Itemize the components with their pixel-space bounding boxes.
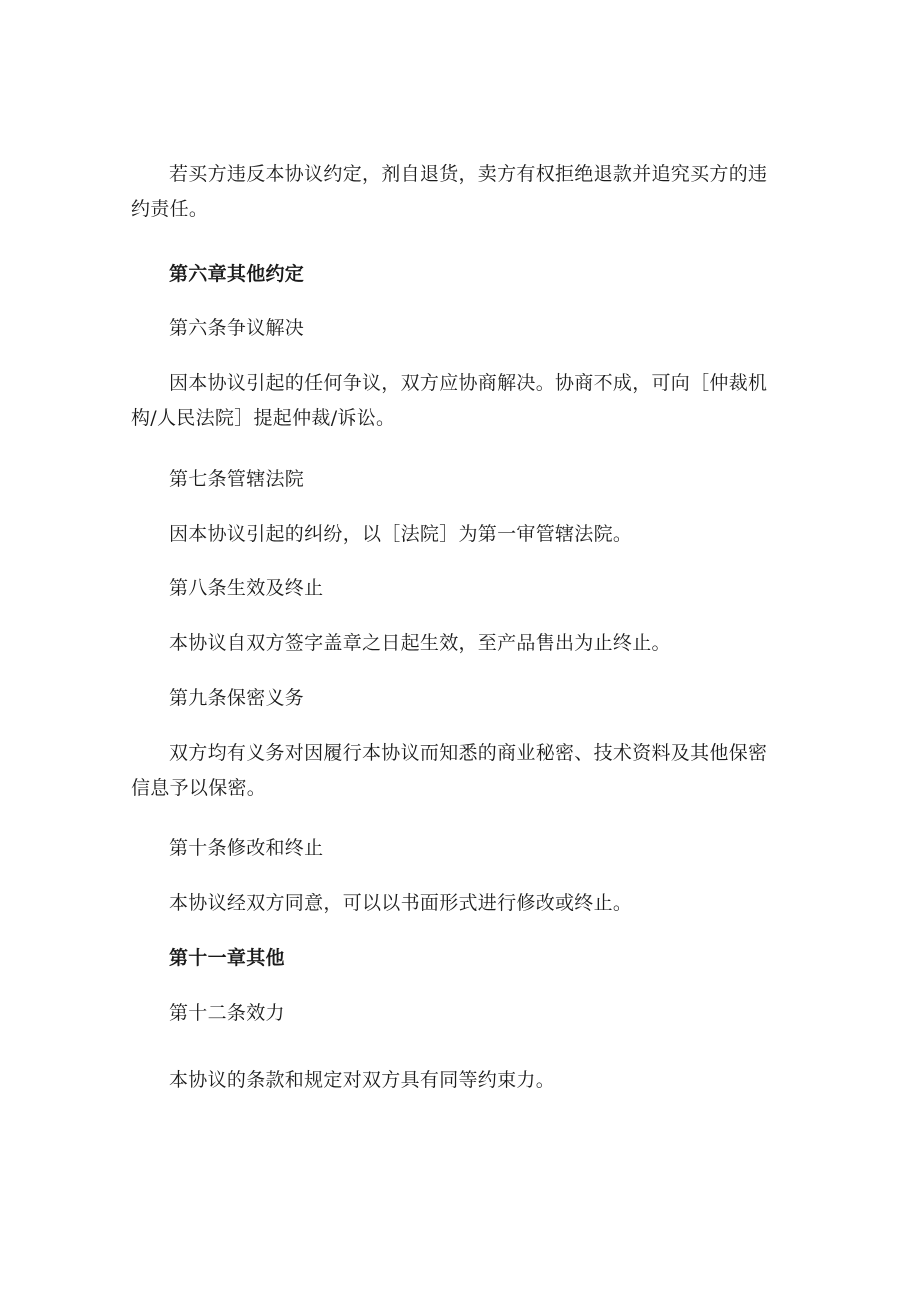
article-title-six: 第六条争议解决 (169, 317, 305, 339)
paragraph-dispute-resolution: 因本协议引起的任何争议，双方应协商解决。协商不成，可向［仲裁机构/人民法院］提起仲裁/诉讼。 (131, 372, 768, 429)
paragraph-breach-return: 若买方违反本协议约定，剂自退货，卖方有权拒绝退款并追究买方的违约责任。 (131, 163, 768, 220)
article-title-ten: 第十条修改和终止 (169, 837, 324, 859)
article-title-twelve: 第十二条效力 (169, 1002, 285, 1024)
paragraph-modification: 本协议经双方同意，可以以书面形式进行修改或终止。 (169, 892, 633, 914)
paragraph-jurisdiction: 因本协议引起的纠纷，以［法院］为第一审管辖法院。 (169, 523, 633, 545)
paragraph-confidentiality: 双方均有义务对因履行本协议而知悉的商业秘密、技术资料及其他保密信息予以保密。 (131, 742, 768, 799)
chapter-heading-eleven: 第十一章其他 (169, 947, 285, 969)
article-title-nine: 第九条保密义务 (169, 687, 305, 709)
chapter-heading-six: 第六章其他约定 (169, 263, 305, 285)
article-title-eight: 第八条生效及终止 (169, 577, 324, 599)
paragraph-effective-termination: 本协议自双方签字盖章之日起生效，至产品售出为止终止。 (169, 632, 671, 654)
paragraph-binding-force: 本协议的条款和规定对双方具有同等约束力。 (169, 1069, 556, 1091)
article-title-seven: 第七条管辖法院 (169, 468, 305, 490)
